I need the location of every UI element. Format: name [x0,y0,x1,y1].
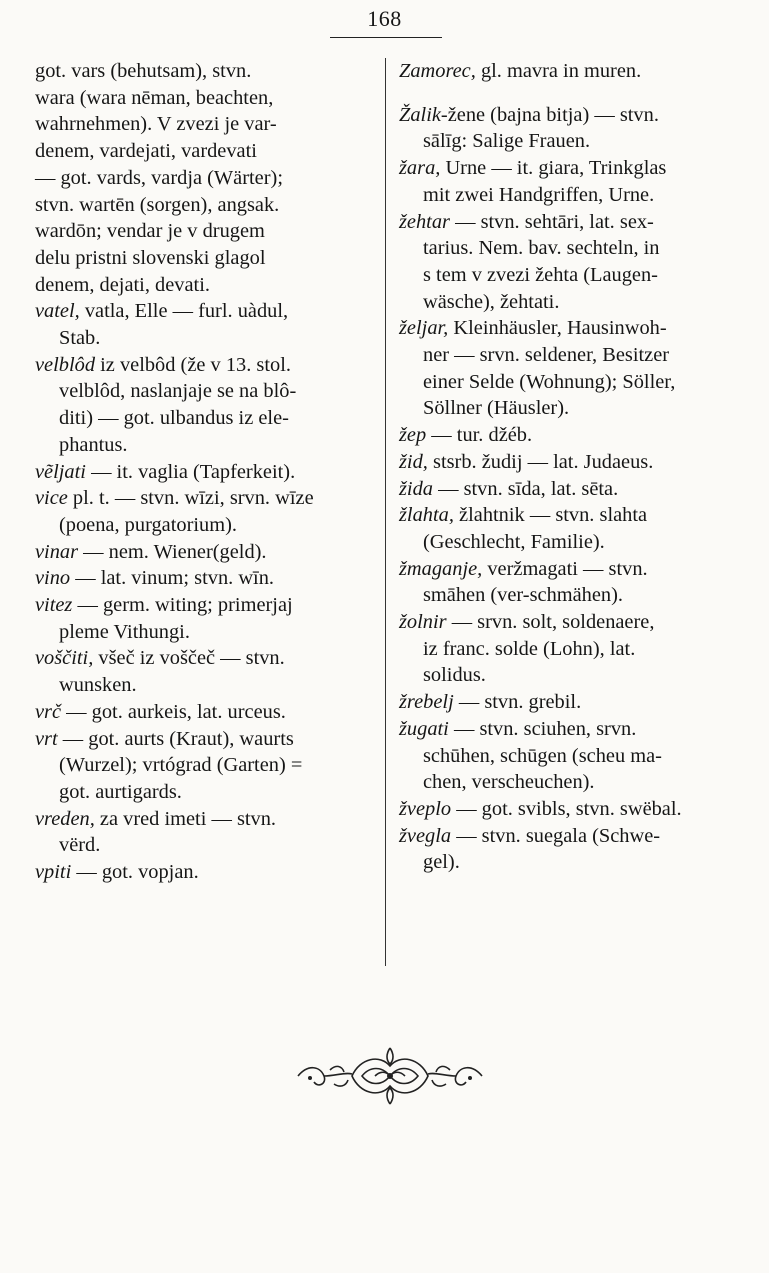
decorative-ornament-icon [290,1036,490,1116]
dictionary-entry: žolnir — srvn. solt, soldenaere, iz franc. solde (Lohn), lat. solidus. [399,611,655,687]
dictionary-entry: vitez — germ. witing; primerjaj pleme Vithungi. [35,594,293,643]
headword: vreden, [35,807,95,830]
dictionary-entry: vẽljati — it. vaglia (Tapferkeit). [35,460,296,483]
headword: žveplo [399,797,452,820]
headword: žid, [399,450,428,473]
dictionary-entry: žid, stsrb. žudij — lat. Judaeus. [399,450,654,473]
headword: vẽljati [35,460,86,483]
headword: žolnir [399,611,447,634]
dictionary-entry: žlahta, žlahtnik — stvn. slahta (Geschlecht, Familie). [399,504,648,553]
headword: velblôd [35,353,96,376]
headword: žmaganje, [399,557,483,580]
dictionary-entry: žep — tur. džéb. [399,424,533,447]
headword: vpiti [35,861,72,884]
headword: Žalik- [399,103,448,126]
headword: vrt [35,727,58,750]
headword: žvegla [399,824,452,847]
headword: vatel, [35,300,80,323]
dictionary-entry: Žalik-žene (bajna bitja) — stvn. sālīg: Salige Frauen. [399,103,659,153]
dictionary-entry: vreden, za vred imeti — stvn. vërd. [35,807,277,857]
page-number: 168 [367,6,402,31]
headword: željar, [399,317,449,340]
dictionary-entry: žugati — stvn. sciuhen, srvn. schūhen, schūgen (scheu ma- chen, verscheuchen). [399,717,662,794]
dictionary-entry: žmaganje, veržmagati — stvn. smāhen (ver-schmähen). [399,557,648,607]
dictionary-entry: vrč — got. aurkeis, lat. urceus. [35,700,286,723]
headword: vrč [35,700,62,723]
column-divider [385,58,386,966]
headword: žep [399,424,427,447]
dictionary-entry: žveplo — got. svibls, stvn. swëbal. [399,797,682,820]
headword: žrebelj [399,691,454,714]
headword: žugati [399,717,449,740]
dictionary-entry: žida — stvn. sīda, lat. sēta. [399,477,619,500]
header-rule [330,37,442,38]
dictionary-entry: žvegla — stvn. suegala (Schwe- gel). [399,824,661,874]
headword: žara, [399,157,441,180]
dictionary-entry: velblôd iz velbôd (že v 13. stol. velblôd, naslanjaje se na blô- diti) — got. ulbandus iz ele- phantus. [35,353,297,456]
headword: vice [35,487,68,510]
dictionary-entry: voščiti, všeč iz voščeč — stvn. wunsken. [35,647,285,697]
right-column [399,58,735,876]
headword: vitez [35,594,73,617]
headword: Zamorec, [399,60,476,82]
dictionary-entry: žara, Urne — it. giara, Trinkglas mit zwei Handgriffen, Urne. [399,157,667,206]
dictionary-entry: vice pl. t. — stvn. wīzi, srvn. wīze (poena, purgatorium). [35,487,314,536]
dictionary-entry: vino — lat. vinum; stvn. wīn. [35,567,275,590]
dictionary-entry: Zamorec, gl. mavra in muren. [399,60,642,82]
dictionary-entry: žehtar — stvn. sehtāri, lat. sex- tarius. Nem. bav. sechteln, in s tem v zvezi žehta (Laugen- wäsche), žehtati. [399,210,660,313]
dictionary-entry: željar, Kleinhäusler, Hausinwoh- ner — srvn. seldener, Besitzer einer Selde (Wohnung); Söller, Söllner (Häusler). [399,317,676,420]
headword: žehtar [399,210,450,233]
dictionary-entry: vatel, vatla, Elle — furl. uàdul, Stab. [35,300,289,350]
left-column [35,58,375,886]
dictionary-entry: vrt — got. aurts (Kraut), waurts (Wurzel); vrtógrad (Garten) = got. aurtigards. [35,727,303,803]
headword: vino [35,567,71,590]
headword: voščiti, [35,647,94,670]
dictionary-entry: žrebelj — stvn. grebil. [399,691,582,714]
dictionary-entry: vinar — nem. Wiener(geld). [35,540,267,563]
headword: žlahta, [399,504,454,527]
dictionary-entry: got. vars (behutsam), stvn. wara (wara nēman, beachten, wahrnehmen). V zvezi je var- denem, vardejati, vardevati — got. vards, vardja (Wärter); stvn. wartēn (sorgen), angsak. wardōn; vendar je v drugem delu pristni slovenski glagol denem, dejati, devati. [35,60,283,296]
headword: žida [399,477,433,500]
dictionary-entry: vpiti — got. vopjan. [35,861,199,884]
headword: vinar [35,540,79,563]
